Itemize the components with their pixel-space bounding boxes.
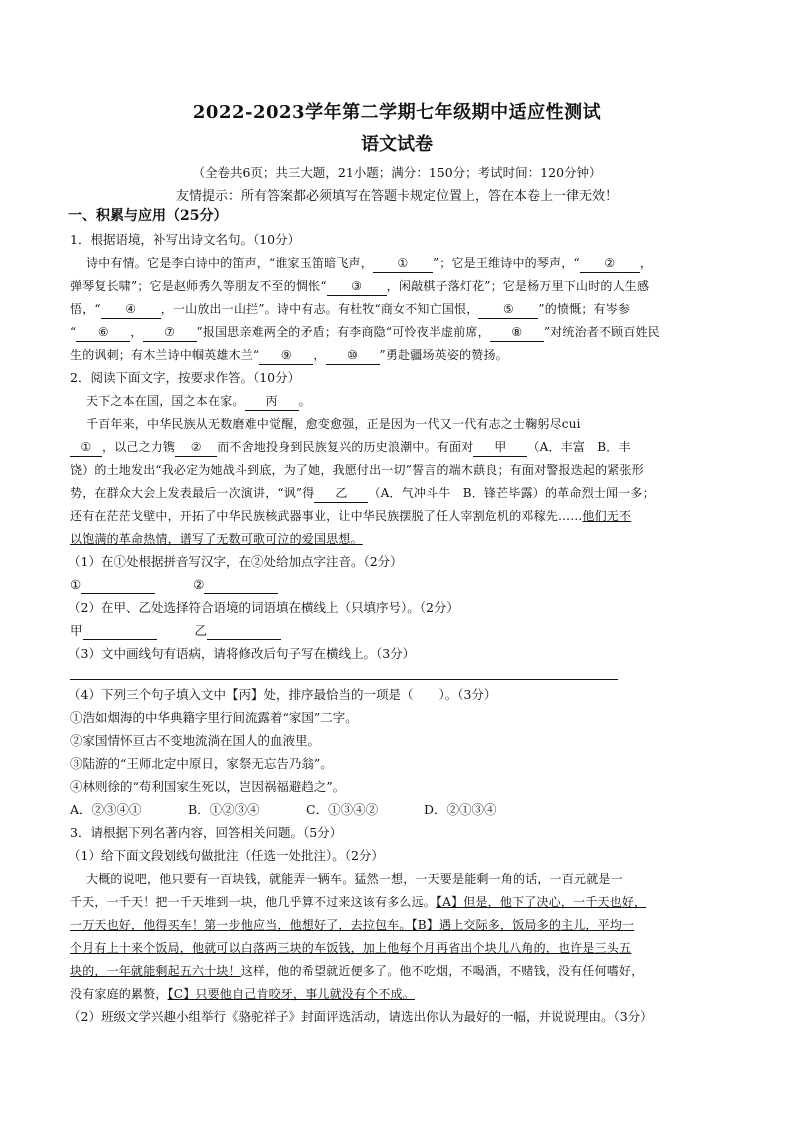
underlined-c: 【C】只要他自己肯咬牙，事儿就没有个不成。: [167, 987, 415, 1001]
blank-zhuyin[interactable]: ②: [175, 438, 217, 457]
q2-sub2: （2）在甲、乙处选择符合语境的词语填在横线上（只填序号）。（2分）: [68, 600, 459, 615]
q2-p3: [70, 438, 730, 457]
underlined-b: 【B】遇上交际多，饭局多的主儿，平均一: [411, 918, 635, 932]
text: 这样，他的希望就近便多了。他不吃烟，不喝酒，不赌钱，没有任何嗜好，: [240, 964, 644, 978]
q2-stem: 2．阅读下面文字，按要求作答。（10分）: [70, 370, 301, 385]
choice-a[interactable]: A．②③④①: [70, 802, 142, 817]
q1-line3: [70, 300, 730, 319]
exam-tip: 友情提示：所有答案都必须填写在答题卡规定位置上，答在本卷上一律无效！: [175, 189, 618, 204]
reading-line6: [70, 985, 730, 1003]
blank-bing[interactable]: 丙: [245, 392, 299, 411]
blank-9[interactable]: ⑨: [259, 346, 313, 365]
q2-sub4: （4）下列三个句子填入文中【丙】处，排序最恰当的一项是（ ）。（3分）: [68, 687, 497, 702]
text: ，: [130, 325, 143, 339]
q1-line1: [70, 254, 746, 273]
text: 。: [298, 394, 311, 408]
choices-row: [70, 801, 730, 819]
blank-10[interactable]: ⑩: [326, 346, 380, 365]
text: 势，在群众大会上发表最后一次演讲，“讽”得: [70, 486, 315, 500]
choice-d[interactable]: D．②①③④: [424, 802, 497, 817]
option-2: ②家国情怀亘古不变地流淌在国人的血液里。: [70, 733, 321, 748]
q1-line2: [70, 277, 730, 296]
underlined-a: 【A】但是，他下了决心，一千天也好，: [436, 895, 647, 909]
reading-line4: 个月有上十来个饭局，他就可以白落两三块的车饭钱，加上他每个月再省出个块儿八角的，也许是三头五: [70, 941, 632, 955]
text: 生的讽刺；有木兰诗中帼英雄木兰“: [70, 348, 260, 362]
q3-sub1: （1）给下面文段划线句做批注（任选一处批注）。（2分）: [68, 848, 384, 863]
answer-1-field[interactable]: [81, 579, 155, 594]
q2-sub2-answers: [70, 622, 730, 640]
choice-b[interactable]: B．①②③④: [188, 802, 260, 817]
label: 甲: [70, 623, 83, 638]
q2-p5: [70, 484, 730, 503]
q1-stem: 1．根据语境，补写出诗文名句。（10分）: [70, 232, 301, 247]
text: （A．气冲斗牛 B．锋芒毕露）的革命烈士闻一多；: [368, 486, 655, 500]
blank-2[interactable]: ②: [580, 254, 640, 273]
text: （A．丰富 B．丰: [527, 440, 631, 454]
blank-5[interactable]: ⑤: [478, 300, 538, 319]
q1-line4: [70, 323, 730, 342]
text: ，以己之力镌: [102, 440, 176, 454]
text: “: [70, 325, 77, 339]
underlined-b-end: 块的，一年就能剩起五六十块！: [70, 964, 241, 978]
text: ”对统治者不顾百姓民: [543, 325, 660, 339]
text: 悟，“: [70, 302, 101, 316]
blank-7[interactable]: ⑦: [143, 323, 197, 342]
q3-sub2: （2）班级文学兴趣小组举行《骆驼祥子》封面评选活动，请选出你认为最好的一幅，并说说理由。（3分）: [68, 1009, 653, 1024]
q2-p2: 千百年来，中华民族从无数磨难中觉醒，愈变愈强，正是因为一代又一代有志之士鞠躬尽cui: [86, 417, 581, 431]
blank-pinyin[interactable]: ①: [70, 438, 102, 457]
q2-p4: 饶）的土地发出“我必定为她战斗到底，为了她，我愿付出一切”誓言的端木蕻良；有面对警报迭起的紧张形: [70, 463, 644, 477]
label: 乙: [194, 623, 208, 638]
label: ②: [193, 577, 205, 592]
blank-1[interactable]: ①: [373, 254, 433, 273]
q2-p1: [70, 392, 746, 411]
text: ”勇赴疆场英姿的赞扬。: [379, 348, 508, 362]
text: 千天，一千天！把一千天堆到一块，他几乎算不过来这该有多么远。: [70, 895, 437, 909]
text: ，闲敲棋子落灯花”；它是杨万里下山时的人生感: [386, 279, 650, 293]
option-4: ④林则徐的“苟利国家生死以，岂因祸福避趋之”。: [70, 779, 346, 794]
text: 而不舍地投身到民族复兴的历史浪潮中。有面对: [217, 440, 474, 454]
section-heading: 一、积累与应用（25分）: [68, 208, 228, 224]
option-3: ③陆游的“王师北定中原日，家祭无忘告乃翁”。: [70, 756, 333, 771]
q2-sub1-answers: [70, 576, 730, 594]
blank-3[interactable]: ③: [327, 277, 387, 296]
q2-p6: [70, 507, 730, 525]
choice-c[interactable]: C．①③④②: [306, 802, 379, 817]
exam-title: 2022-2023学年第二学期七年级期中适应性测试: [192, 102, 602, 123]
q2-p7: 以饱满的革命热情，谱写了无数可歌可泣的爱国思想。: [70, 532, 363, 546]
blank-yi[interactable]: 乙: [314, 484, 368, 503]
reading-line2: [70, 893, 730, 911]
exam-info: （全卷共6页；共三大题，21小题；满分：150分；考试时间：120分钟）: [192, 165, 602, 180]
text: 诗中有情。它是李白诗中的笛声，“谁家玉笛暗飞声，: [86, 256, 373, 270]
text: 还有在茫茫戈壁中，开拓了中华民族核武器事业，让中华民族摆脱了任人宰割危机的邓稼先……: [70, 509, 583, 523]
q2-sub1: （1）在①处根据拼音写汉字，在②处给加点字注音。（2分）: [68, 554, 403, 569]
text: ，一山放出一山拦”。诗中有志。有杜牧“商女不知亡国恨，: [160, 302, 479, 316]
answer-jia-field[interactable]: [83, 625, 157, 640]
text: 天下之本在国，国之本在家。: [86, 394, 245, 408]
underlined-a-cont: 一万天也好，他得买车！第一步他应当，他想好了，去拉包车。: [70, 918, 412, 932]
text: ，: [313, 348, 326, 362]
text: ”报国思亲难两全的矛盾；有李商隐“可怜夜半虚前席，: [196, 325, 490, 339]
blank-6[interactable]: ⑥: [76, 323, 130, 342]
text: ，: [639, 256, 653, 270]
answer-yi-field[interactable]: [207, 625, 281, 640]
label: ①: [70, 577, 82, 592]
blank-8[interactable]: ⑧: [490, 323, 544, 342]
reading-line3: [70, 916, 730, 934]
answer-line[interactable]: [70, 679, 618, 680]
text: ”；它是王维诗中的琴声，“: [432, 256, 580, 270]
blank-4[interactable]: ④: [101, 300, 161, 319]
q2-sub3: （3）文中画线句有语病，请将修改后句子写在横线上。（3分）: [68, 646, 416, 661]
blank-jia[interactable]: 甲: [473, 438, 527, 457]
option-1: ①浩如烟海的中华典籍字里行间流露着“家国”二字。: [70, 710, 358, 725]
underlined-sentence: 他们无不: [582, 509, 632, 523]
q3-stem: 3．请根据下列名著内容，回答相关问题。（5分）: [70, 825, 343, 840]
answer-2-field[interactable]: [204, 579, 278, 594]
text: 没有家庭的累赘，: [70, 987, 168, 1001]
reading-line5: [70, 962, 730, 980]
text: ”的愤慨；有岑参: [538, 302, 631, 316]
q1-line5: [70, 346, 730, 365]
exam-subtitle: 语文试卷: [361, 134, 433, 155]
reading-line1: 大概的说吧，他只要有一百块钱，就能弄一辆车。猛然一想，一天要是能剩一角的话，一百元就是一: [86, 872, 623, 886]
text: 弹琴复长啸”；它是赵师秀久等朋友不至的惆怅“: [70, 279, 327, 293]
